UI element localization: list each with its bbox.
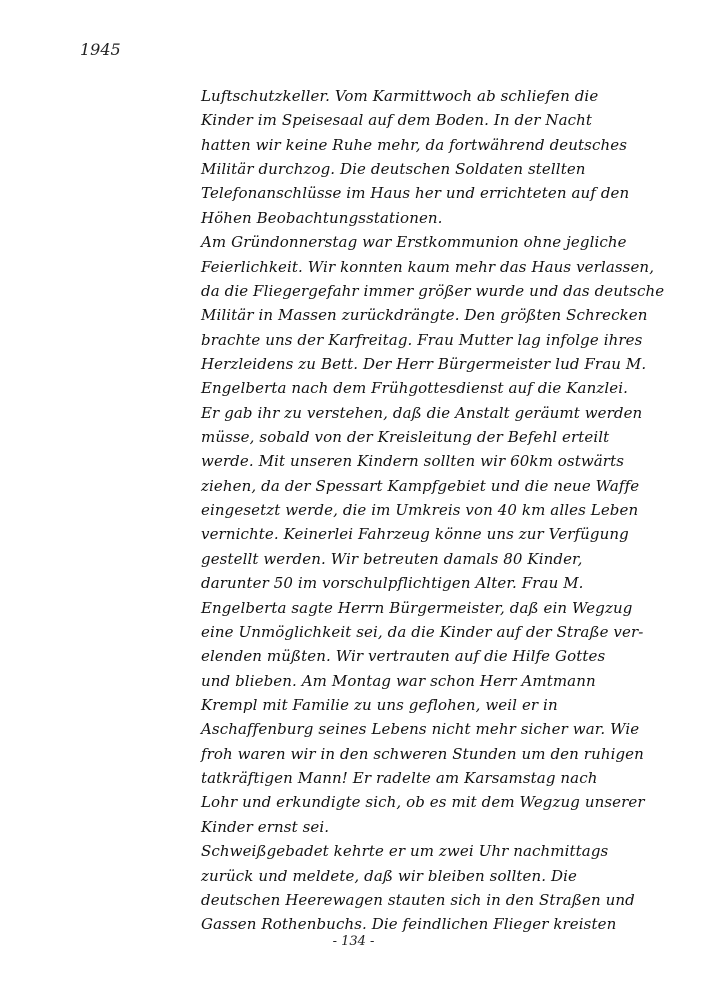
page-number: - 134 - [332,934,375,949]
text-line: Krempl mit Familie zu uns geflohen, weil er in [201,695,558,714]
text-line: Herzleidens zu Bett. Der Herr Bürgermeister lud Frau M. [201,354,647,373]
text-line: Er gab ihr zu verstehen, daß die Anstalt geräumt werden [201,403,643,422]
text-line: ziehen, da der Spessart Kampfgebiet und die neue Waffe [201,476,640,495]
text-line: vernichte. Keinerlei Fahrzeug könne uns zur Verfügung [201,525,629,544]
text-line: tatkräftigen Mann! Er radelte am Karsamstag nach [201,769,598,788]
text-line: Kinder ernst sei. [201,817,330,836]
text-line: brachte uns der Karfreitag. Frau Mutter lag infolge ihres [201,330,643,349]
text-line: Gassen Rothenbuchs. Die feindlichen Flieger kreisten [201,915,617,934]
text-line: Am Gründonnerstag war Erstkommunion ohne jegliche [201,233,627,252]
text-line: werde. Mit unseren Kindern sollten wir 60km ostwärts [201,452,625,471]
text-line: müsse, sobald von der Kreisleitung der Befehl erteilt [201,428,610,447]
text-line: Engelberta sagte Herrn Bürgermeister, daß ein Wegzug [201,598,633,617]
text-line: Aschaffenburg seines Lebens nicht mehr sicher war. Wie [201,720,640,739]
page-year: 1945 [80,40,121,59]
text-line: Feierlichkeit. Wir konnten kaum mehr das Haus verlassen, [201,257,655,276]
text-line: da die Fliegergefahr immer größer wurde und das deutsche [201,281,665,300]
text-line: Militär in Massen zurückdrängte. Den größten Schrecken [201,306,648,325]
text-line: Telefonanschlüsse im Haus her und errichteten auf den [201,184,630,203]
text-line: darunter 50 im vorschulpflichtigen Alter. Frau M. [201,574,584,593]
text-line: eine Unmöglichkeit sei, da die Kinder auf der Straße ver- [201,622,644,641]
text-line: deutschen Heerewagen stauten sich in den Straßen und [201,890,635,909]
text-line: Militär durchzog. Die deutschen Soldaten stellten [201,160,586,179]
text-line: Höhen Beobachtungsstationen. [201,208,443,227]
text-line: Kinder im Speisesaal auf dem Boden. In der Nacht [201,111,592,130]
handwritten-text-body [201,84,665,937]
text-line: Engelberta nach dem Frühgottesdienst auf die Kanzlei. [201,379,628,398]
text-line: gestellt werden. Wir betreuten damals 80 Kinder, [201,549,583,568]
text-line: froh waren wir in den schweren Stunden um den ruhigen [201,744,644,763]
text-line: Schweißgebadet kehrte er um zwei Uhr nachmittags [201,842,609,861]
text-line: Lohr und erkundigte sich, ob es mit dem Wegzug unserer [201,793,645,812]
text-line: zurück und meldete, daß wir bleiben sollten. Die [201,866,577,885]
text-line: eingesetzt werde, die im Umkreis von 40 km alles Leben [201,501,639,520]
text-line: Luftschutzkeller. Vom Karmittwoch ab schliefen die [201,87,599,105]
text-line: und blieben. Am Montag war schon Herr Amtmann [201,671,596,690]
text-line: elenden müßten. Wir vertrauten auf die Hilfe Gottes [201,647,606,666]
text-line: hatten wir keine Ruhe mehr, da fortwährend deutsches [201,135,628,154]
